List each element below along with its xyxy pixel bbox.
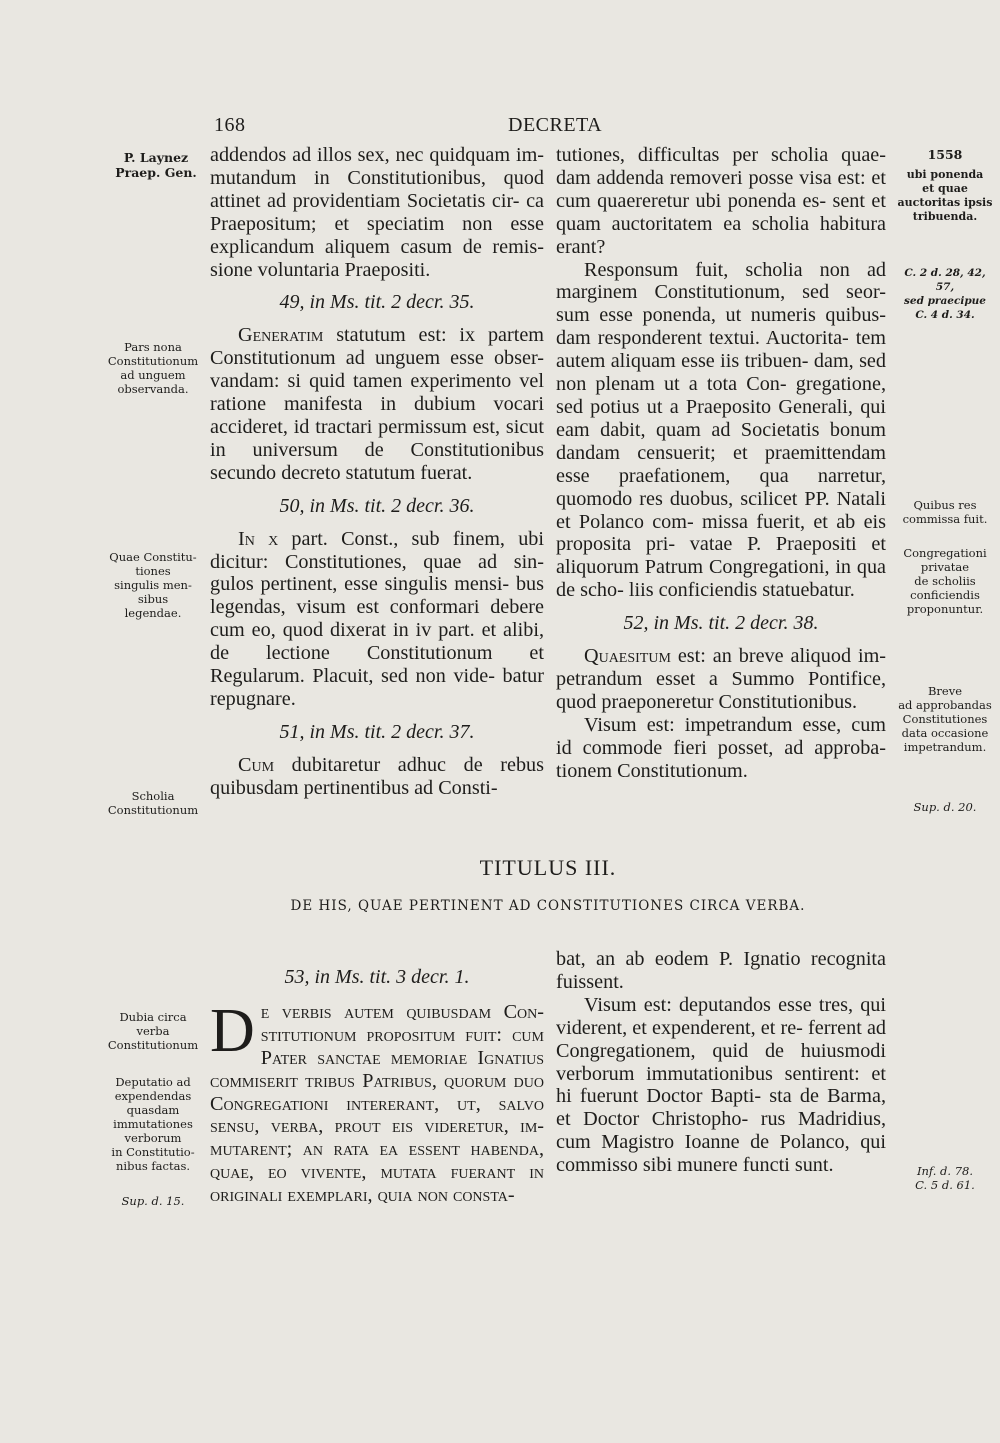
paragraph-col1-1: addendos ad illos sex, nec quidquam im- mutandum in Constitutionibus, quod attinet ad providentiam Societatis cir- ca Praepositum; et speciatim non esse explicandum aliquem casum de remis- sione voluntaria Praepositi. — [210, 144, 544, 281]
decree-heading-49: 49, in Ms. tit. 2 decr. 35. — [279, 291, 475, 314]
margin-note-congregationi: Congregationi privatae de scholiis conficiendis proponuntur. — [903, 546, 987, 616]
titulus-subtitle: DE HIS, QUAE PERTINENT AD CONSTITUTIONES CIRCA VERBA. — [290, 898, 806, 914]
paragraph-col2-4: Visum est: impetrandum esse, cum id commode fieri posset, ad approba- tionem Constitutionum. — [556, 713, 886, 782]
page-number: 168 — [214, 114, 246, 136]
column-2 — [556, 144, 886, 782]
margin-note-dubia: Dubia circa verba Constitutionum — [107, 1010, 199, 1052]
margin-note-quae-constitutiones: Quae Constitu- tiones singulis men- sibus legendae. — [109, 550, 197, 620]
paragraph-col1-3: In x part. Const., sub finem, ubi dicitur: Constitutiones, quae ad sin- gulos pertinent, esse singulis mensi- bus legendas, visum est conformari debere cum eo, quod dixerat in iv part. et alibi, de lectione Constitutionum et Regularum. Placuit, sed non vide- batur repugnare. — [210, 527, 544, 710]
paragraph-col4-1: bat, an ab eodem P. Ignatio recognita fuissent. — [556, 948, 886, 993]
paragraph-col1-4: Cum dubitaretur adhuc de rebus quibusdam pertinentibus ad Consti- — [210, 753, 544, 799]
margin-note-sup15: Sup. d. 15. — [121, 1194, 185, 1208]
margin-note-scholia: Scholia Constitutionum — [107, 789, 199, 817]
margin-note-c2: C. 2 d. 28, 42, 57, sed praecipue C. 4 d. 34. — [904, 267, 986, 321]
margin-note-pars-nona: Pars nona Constitutionum ad unguem observanda. — [107, 340, 199, 396]
margin-note-inf: Inf. d. 78. C. 5 d. 61. — [915, 1164, 975, 1192]
drop-cap: D — [210, 996, 255, 1065]
margin-note-deputatio: Deputatio ad expendendas quasdam immutationes verborum in Constitutio- nibus factas. — [111, 1075, 195, 1173]
paragraph-col3-1: De verbis autem quibusdam Con- stitutionum propositum fuit: cum Pater sanctae memoriae Ignatius commiserit tribus Patribus, quorum duo Congregationi intererant, ut, salvo sensu, verba, prout eis videretur, im- mutarent; an rata ea essent habenda, quae, eo vivente, mutata fuerant in originali exemplari, quia non consta- — [210, 996, 544, 1207]
decree-heading-51: 51, in Ms. tit. 2 decr. 37. — [279, 720, 475, 743]
paragraph-col1-2: Generatim statutum est: ix partem Constitutionum ad unguem esse obser- vandam: si quid tamen experimento vel ratione manifesta in dubium vocari accideret, id tractari permissum est, sicut in universum de Constitutionibus secundo decreto statutum fuerat. — [210, 324, 544, 484]
paragraph-col4-2: Visum est: deputandos esse tres, qui viderent, et expenderent, et re- ferrent ad Congregationem, quid de huiusmodi verborum immutationibus sentirent: et hi fuerunt Doctor Bapti- sta de Barma, et Doctor Christopho- rus Madridius, cum Magistro Ioanne de Polanco, qui commisso sibi munere functi sunt. — [556, 993, 886, 1177]
decree-heading-53: 53, in Ms. tit. 3 decr. 1. — [284, 966, 470, 988]
margin-note-sup20: Sup. d. 20. — [913, 800, 977, 814]
decree-heading-52: 52, in Ms. tit. 2 decr. 38. — [623, 612, 819, 635]
running-title: DECRETA — [508, 114, 603, 136]
column-1 — [210, 144, 544, 800]
margin-year: 1558 — [927, 147, 963, 162]
margin-note-quibus: Quibus res commissa fuit. — [902, 498, 988, 526]
margin-note-breve: Breve ad approbandas Constitutiones data occasione impetrandum. — [898, 684, 992, 754]
column-4 — [556, 948, 886, 1177]
decree-heading-50: 50, in Ms. tit. 2 decr. 36. — [279, 494, 475, 517]
titulus-heading: TITULUS III. — [479, 855, 617, 880]
column-3 — [210, 966, 544, 1207]
paragraph-col2-2: Responsum fuit, scholia non ad marginem Constitutionum, sed seor- sum esse ponenda, ut numeris quibus- dam responderent textui. Auctorita- tem autem aliquam esse iis tribuen- dam, sed non plenam ut a tota Con- gregatione, sed potius ut a Praeposito Generali, qui eam dabit, quam ad Societatis bonum dandam censuerit; et praemittendam esse praefationem, qua narretur, quomodo res duobus, scilicet PP. Natali et Polanco com- missa fuerit, et ab eis proposita pri- vatae P. Praepositi et aliquorum Patrum Congregationi, in qua de scho- liis conficiendis statuebatur. — [556, 258, 886, 602]
margin-note-ubi-ponenda: ubi ponenda et quae auctoritas ipsis tribuenda. — [897, 168, 993, 223]
paragraph-col2-3: Quaesitum est: an breve aliquod im- petrandum esset a Summo Pontifice, quod praeponeretur Constitutionibus. — [556, 645, 886, 713]
margin-author: P. Laynez Praep. Gen. — [115, 150, 197, 180]
paragraph-col2-1: tutiones, difficultas per scholia quae- dam addenda removeri posse visa est: et cum quaereretur ubi ponenda es- sent et quam auctoritatem ea scholia habitura erant? — [556, 144, 886, 258]
